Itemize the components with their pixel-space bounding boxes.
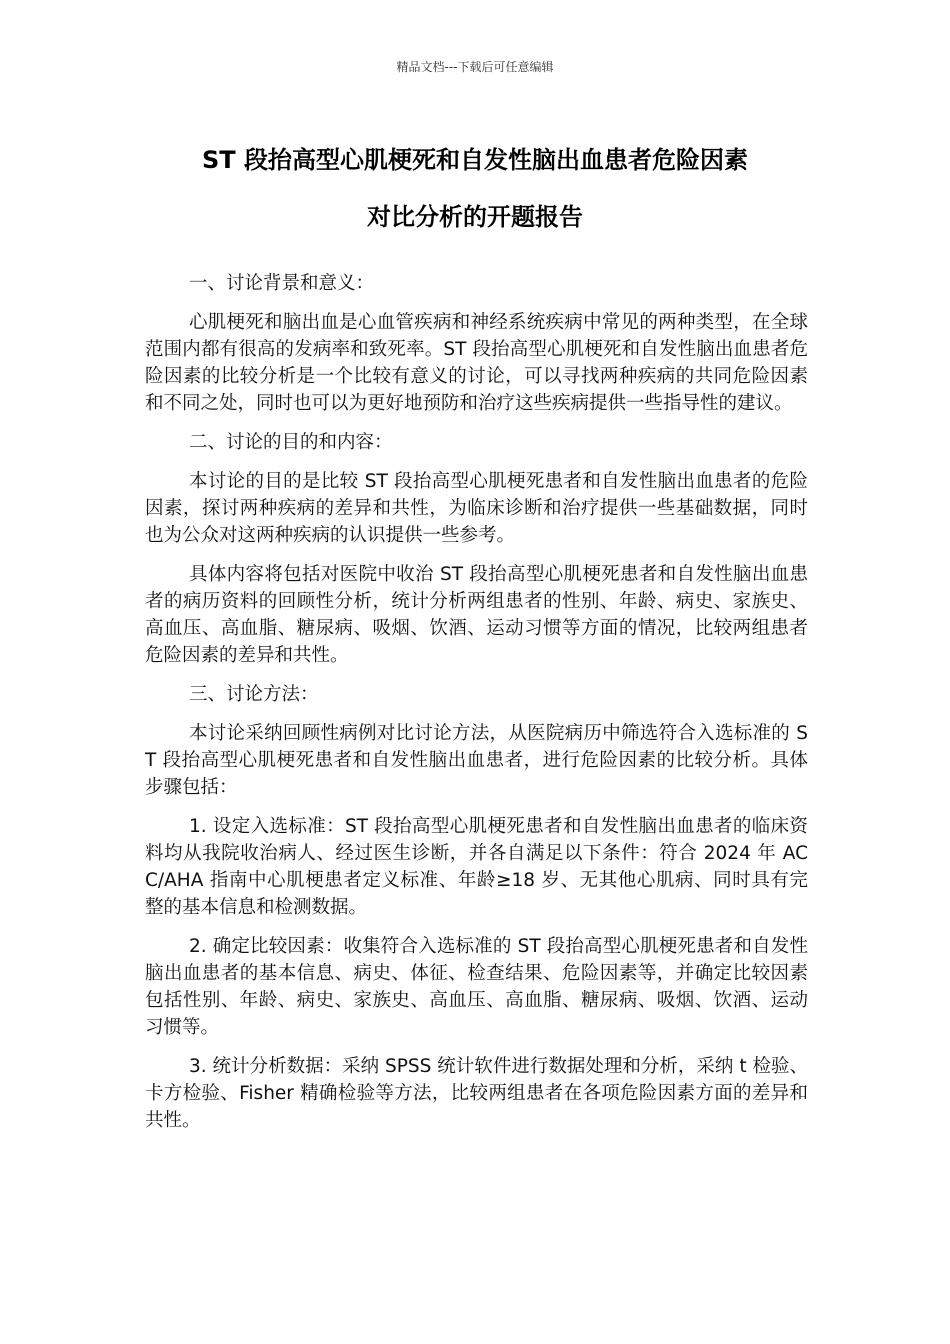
section-2-paragraph-1: 本讨论的目的是比较 ST 段抬高型心肌梗死患者和自发性脑出血患者的危险因素，探讨两种疾病的差异和共性，为临床诊断和治疗提供一些基础数据，同时也为公众对这两种疾病的认识提供一些参考。 <box>145 471 808 546</box>
document-title-line-2: 对比分析的开题报告 <box>367 203 583 231</box>
page-header-note: 精品文档---下载后可任意编辑 <box>396 60 554 74</box>
document-title-line-1: ST 段抬高型心肌梗死和自发性脑出血患者危险因素 <box>201 146 748 174</box>
section-3-paragraph-1: 本讨论采纳回顾性病例对比讨论方法，从医院病历中筛选符合入选标准的 ST 段抬高型心肌梗死患者和自发性脑出血患者，进行危险因素的比较分析。具体步骤包括： <box>145 723 808 798</box>
section-2-paragraph-2: 具体内容将包括对医院中收治 ST 段抬高型心肌梗死患者和自发性脑出血患者的病历资料的回顾性分析，统计分析两组患者的性别、年龄、病史、家族史、高血压、高血脂、糖尿病、吸烟、饮酒、运动习惯等方面的情况，比较两组患者危险因素的差异和共性。 <box>145 564 808 666</box>
section-3-step-2: 2. 确定比较因素：收集符合入选标准的 ST 段抬高型心肌梗死患者和自发性脑出血患者的基本信息、病史、体征、检查结果、危险因素等，并确定比较因素包括性别、年龄、病史、家族史、高血压、高血脂、糖尿病、吸烟、饮酒、运动习惯等。 <box>145 936 808 1038</box>
document-body <box>145 270 808 1146</box>
section-1-heading: 一、讨论背景和意义： <box>189 273 375 294</box>
section-3-step-1: 1. 设定入选标准：ST 段抬高型心肌梗死患者和自发性脑出血患者的临床资料均从我院收治病人、经过医生诊断，并各自满足以下条件：符合 2024 年 ACC/AHA 指南中心肌梗患者定义标准、年龄≥18 岁、无其他心肌病、同时具有完整的基本信息和检测数据。 <box>145 816 808 918</box>
section-1-paragraph-1: 心肌梗死和脑出血是心血管疾病和神经系统疾病中常见的两种类型，在全球范围内都有很高的发病率和致死率。ST 段抬高型心肌梗死和自发性脑出血患者危险因素的比较分析是一个比较有意义的讨论，可以寻找两种疾病的共同危险因素和不同之处，同时也可以为更好地预防和治疗这些疾病提供一些指导性的建议。 <box>145 312 808 414</box>
section-3-heading: 三、讨论方法： <box>189 684 319 705</box>
section-2-heading: 二、讨论的目的和内容： <box>189 432 393 453</box>
section-3-step-3: 3. 统计分析数据：采纳 SPSS 统计软件进行数据处理和分析，采纳 t 检验、卡方检验、Fisher 精确检验等方法，比较两组患者在各项危险因素方面的差异和共性。 <box>145 1056 808 1131</box>
